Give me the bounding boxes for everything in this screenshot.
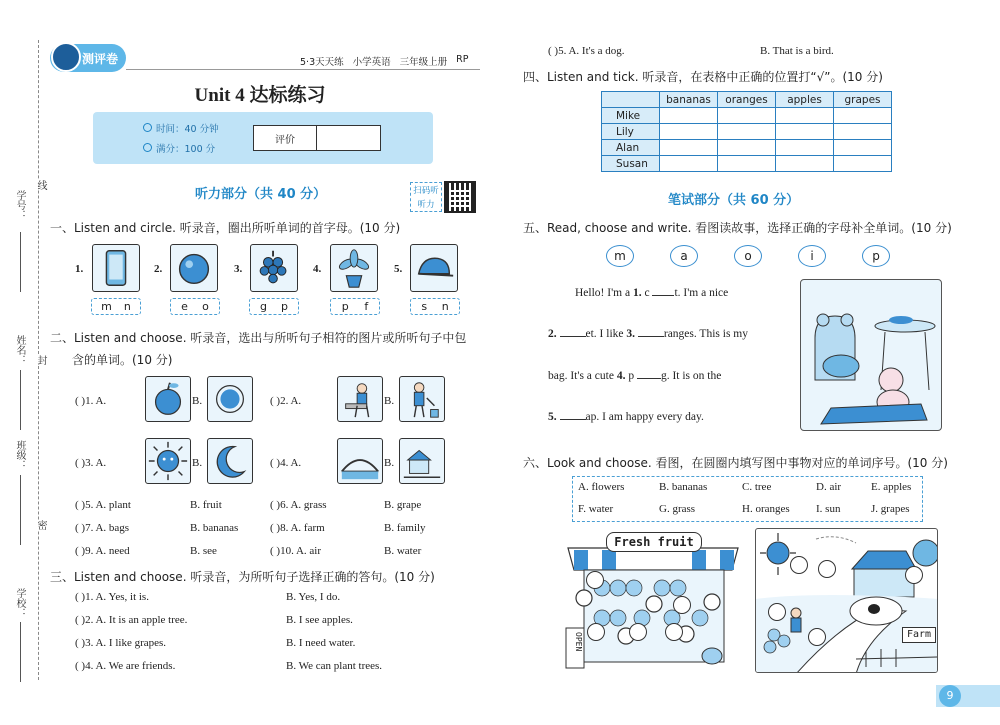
subject-name: 小学英语 <box>352 57 391 68</box>
tick-cell[interactable] <box>834 108 892 124</box>
word-bananas: B. bananas <box>659 481 708 493</box>
header-rule <box>126 69 480 70</box>
s2-q8: ( )8. A. farm <box>270 522 325 534</box>
s2-q9: ( )9. A. need <box>75 545 130 557</box>
page-number: 9 <box>939 685 961 707</box>
col-apples: apples <box>776 92 834 108</box>
bridge-icon <box>337 438 383 484</box>
grade-name: 三年级上册 <box>399 57 448 68</box>
tick-cell[interactable] <box>834 156 892 172</box>
answer-blank-1[interactable] <box>652 295 674 296</box>
s2-q4-b: B. <box>384 457 395 469</box>
answer-circle[interactable] <box>768 603 786 621</box>
story-picture <box>800 279 942 431</box>
qr-code[interactable] <box>444 181 476 213</box>
tick-cell[interactable] <box>660 156 718 172</box>
story-line-1: Hello! I'm a 1. c t. I'm a nice <box>575 287 729 299</box>
tick-cell[interactable] <box>834 124 892 140</box>
answer-circle[interactable] <box>586 571 604 589</box>
tick-cell[interactable] <box>718 124 776 140</box>
seal-mark-mi: 密 <box>35 520 46 530</box>
answer-blank-2[interactable] <box>560 336 586 337</box>
farm-picture <box>755 528 938 673</box>
s3-q4-b: B. We can plant trees. <box>286 660 383 672</box>
writing-title: 笔试部分（共 60 分） <box>668 193 800 208</box>
letter-option[interactable]: n <box>441 300 449 313</box>
tick-cell[interactable] <box>776 140 834 156</box>
answer-blank-4[interactable] <box>637 378 661 379</box>
tick-cell[interactable] <box>776 124 834 140</box>
moon-icon <box>207 438 253 484</box>
evaluation-box <box>253 125 381 151</box>
letter-choice-i: i <box>798 245 826 267</box>
qr-label: 扫码听听力 <box>410 182 442 212</box>
s2-q5-b: B. fruit <box>190 499 222 511</box>
s3-q1-b: B. Yes, I do. <box>286 591 341 603</box>
phone-icon <box>92 244 140 292</box>
s2-q3: ( )3. A. <box>75 457 107 469</box>
s2-q1: ( )1. A. <box>75 395 107 407</box>
s2-q2-b: B. <box>384 395 395 407</box>
s2-q10-b: B. water <box>384 545 422 557</box>
s2-q7-b: B. bananas <box>190 522 239 534</box>
tick-cell[interactable] <box>718 156 776 172</box>
school-label: 学校： <box>14 588 25 618</box>
section-6-title: 六、Look and choose. 看图，在圆圈内填写图中事物对应的单词序号。(10 分) <box>523 456 948 470</box>
header-meta <box>300 54 468 68</box>
evaluation-field[interactable] <box>317 126 380 150</box>
school-line <box>20 622 21 682</box>
farm-icon <box>399 438 445 484</box>
story-line-4: 5. ap. I am happy every day. <box>548 411 704 423</box>
name-label: 姓名： <box>14 335 25 365</box>
boy-watering-icon <box>399 376 445 422</box>
s1-num-5: 5. <box>394 263 403 275</box>
tick-cell[interactable] <box>834 140 892 156</box>
word-grass: G. grass <box>659 503 696 515</box>
s2-q3-b: B. <box>192 457 203 469</box>
student-id-label: 学号： <box>14 190 25 220</box>
row-mike: Mike <box>602 108 660 124</box>
answer-blank-5[interactable] <box>560 419 586 420</box>
seal-mark-xian: 线 <box>35 180 46 190</box>
letter-option[interactable]: p <box>341 300 349 313</box>
student-id-line <box>20 232 21 292</box>
tick-cell[interactable] <box>660 124 718 140</box>
letter-choice-a: a <box>670 245 698 267</box>
evaluation-label: 评价 <box>254 126 317 150</box>
s3-q5: ( )5. A. It's a dog. <box>548 45 625 57</box>
name-line <box>20 370 21 430</box>
table-corner <box>602 92 660 108</box>
orange-icon <box>170 244 218 292</box>
word-air: D. air <box>816 481 842 493</box>
letter-option[interactable]: o <box>202 300 209 313</box>
s2-q10: ( )10. A. air <box>270 545 322 557</box>
word-grapes: J. grapes <box>871 503 910 515</box>
answer-circle[interactable] <box>673 596 691 614</box>
answer-blank-3[interactable] <box>638 336 664 337</box>
section-2-title-cont: 含的单词。(10 分) <box>72 353 173 367</box>
answer-circle[interactable] <box>665 623 683 641</box>
s2-q7: ( )7. A. bags <box>75 522 130 534</box>
seal-mark-feng: 封 <box>35 355 46 365</box>
row-alan: Alan <box>602 140 660 156</box>
time-text: 时间：40 分钟 <box>156 124 219 135</box>
s2-q4: ( )4. A. <box>270 457 302 469</box>
row-susan: Susan <box>602 156 660 172</box>
s1-num-1: 1. <box>75 263 84 275</box>
s2-q2: ( )2. A. <box>270 395 302 407</box>
tick-cell[interactable] <box>718 108 776 124</box>
s2-q6-b: B. grape <box>384 499 422 511</box>
plant-icon <box>330 244 378 292</box>
page-title: Unit 4 达标练习 <box>194 85 326 106</box>
tick-cell[interactable] <box>776 108 834 124</box>
tick-cell[interactable] <box>776 156 834 172</box>
s2-q1-b: B. <box>192 395 203 407</box>
section-5-title: 五、Read, choose and write. 看图读故事，选择正确的字母补全单词。(10 分) <box>523 221 952 235</box>
s3-q5-b: B. That is a bird. <box>760 45 834 57</box>
word-bank <box>572 476 923 522</box>
s2-q9-b: B. see <box>190 545 217 557</box>
letter-option[interactable]: n <box>123 300 131 313</box>
answer-circle[interactable] <box>808 628 826 646</box>
letter-option[interactable]: p <box>281 300 288 313</box>
word-water: F. water <box>578 503 614 515</box>
info-panel <box>93 112 433 164</box>
cap-icon <box>410 244 458 292</box>
section-4-title: 四、Listen and tick. 听录音，在表格中正确的位置打“√”。(10 分) <box>523 70 883 84</box>
class-label: 班级： <box>14 440 25 470</box>
answer-circle[interactable] <box>818 560 836 578</box>
answer-circle[interactable] <box>587 623 605 641</box>
word-sun: I. sun <box>816 503 841 515</box>
letter-option[interactable]: g <box>260 300 267 313</box>
col-bananas: bananas <box>660 92 718 108</box>
score-text: 满分：100 分 <box>156 144 216 155</box>
s1-letters-5 <box>410 298 460 315</box>
class-line <box>20 475 21 545</box>
col-oranges: oranges <box>718 92 776 108</box>
story-line-3: bag. It's a cute 4. p g. It is on the <box>548 370 722 382</box>
s3-q4: ( )4. A. We are friends. <box>75 660 176 672</box>
s1-num-4: 4. <box>313 263 322 275</box>
word-apples: E. apples <box>871 481 912 493</box>
section-1-title: 一、Listen and circle. 听录音，圈出所听单词的首字母。(10 分) <box>50 221 401 235</box>
s1-letters-4 <box>330 298 380 315</box>
boy-reading-icon <box>337 376 383 422</box>
s1-num-3: 3. <box>234 263 243 275</box>
check-icon <box>143 143 152 152</box>
s2-q8-b: B. family <box>384 522 426 534</box>
s3-q3: ( )3. A. I like grapes. <box>75 637 167 649</box>
tick-cell[interactable] <box>660 140 718 156</box>
letter-choice-p: p <box>862 245 890 267</box>
s1-letters-2 <box>170 298 220 315</box>
answer-circle[interactable] <box>905 566 923 584</box>
mascot-icon <box>51 42 81 72</box>
sun-icon <box>145 438 191 484</box>
s1-letters-1 <box>91 298 141 315</box>
letter-option[interactable]: f <box>364 300 369 313</box>
col-grapes: grapes <box>834 92 892 108</box>
tick-cell[interactable] <box>660 108 718 124</box>
s3-q2: ( )2. A. It is an apple tree. <box>75 614 188 626</box>
letter-option[interactable]: e <box>181 300 188 313</box>
test-badge: 测评卷 <box>50 44 126 72</box>
letter-choice-o: o <box>734 245 762 267</box>
grapes-icon <box>250 244 298 292</box>
letter-option[interactable]: s <box>421 300 428 313</box>
s1-letters-3 <box>249 298 299 315</box>
clock-icon <box>143 123 152 132</box>
series-name: 5·3天天练 <box>300 57 344 68</box>
s2-q5: ( )5. A. plant <box>75 499 131 511</box>
section-2-title: 二、Listen and choose. 听录音，选出与所听句子相符的图片或所听句子中包 <box>50 331 467 345</box>
farm-sign: Farm <box>902 627 936 643</box>
open-sign: OPEN <box>574 632 583 652</box>
apple-icon <box>145 376 191 422</box>
listening-title: 听力部分（共 40 分） <box>195 187 327 202</box>
word-oranges: H. oranges <box>742 503 790 515</box>
s1-num-2: 2. <box>154 263 163 275</box>
s3-q2-b: B. I see apples. <box>286 614 353 626</box>
tick-table <box>601 91 892 172</box>
edition-name: RP <box>456 54 469 65</box>
section-3-title: 三、Listen and choose. 听录音，为所听句子选择正确的答句。(10 分) <box>50 570 435 584</box>
story-line-2: 2. et. I like 3. ranges. This is my <box>548 328 748 340</box>
row-lily: Lily <box>602 124 660 140</box>
letter-choice-m: m <box>606 245 634 267</box>
tick-cell[interactable] <box>718 140 776 156</box>
letter-option[interactable]: m <box>101 300 112 313</box>
shop-sign: Fresh fruit <box>606 532 702 552</box>
s3-q3-b: B. I need water. <box>286 637 356 649</box>
s2-q6: ( )6. A. grass <box>270 499 327 511</box>
fruit-shop-picture <box>562 528 745 673</box>
answer-circle[interactable] <box>629 623 647 641</box>
word-flowers: A. flowers <box>578 481 625 493</box>
orange-icon <box>207 376 253 422</box>
word-tree: C. tree <box>742 481 772 493</box>
s3-q1: ( )1. A. Yes, it is. <box>75 591 149 603</box>
answer-circle[interactable] <box>790 556 808 574</box>
